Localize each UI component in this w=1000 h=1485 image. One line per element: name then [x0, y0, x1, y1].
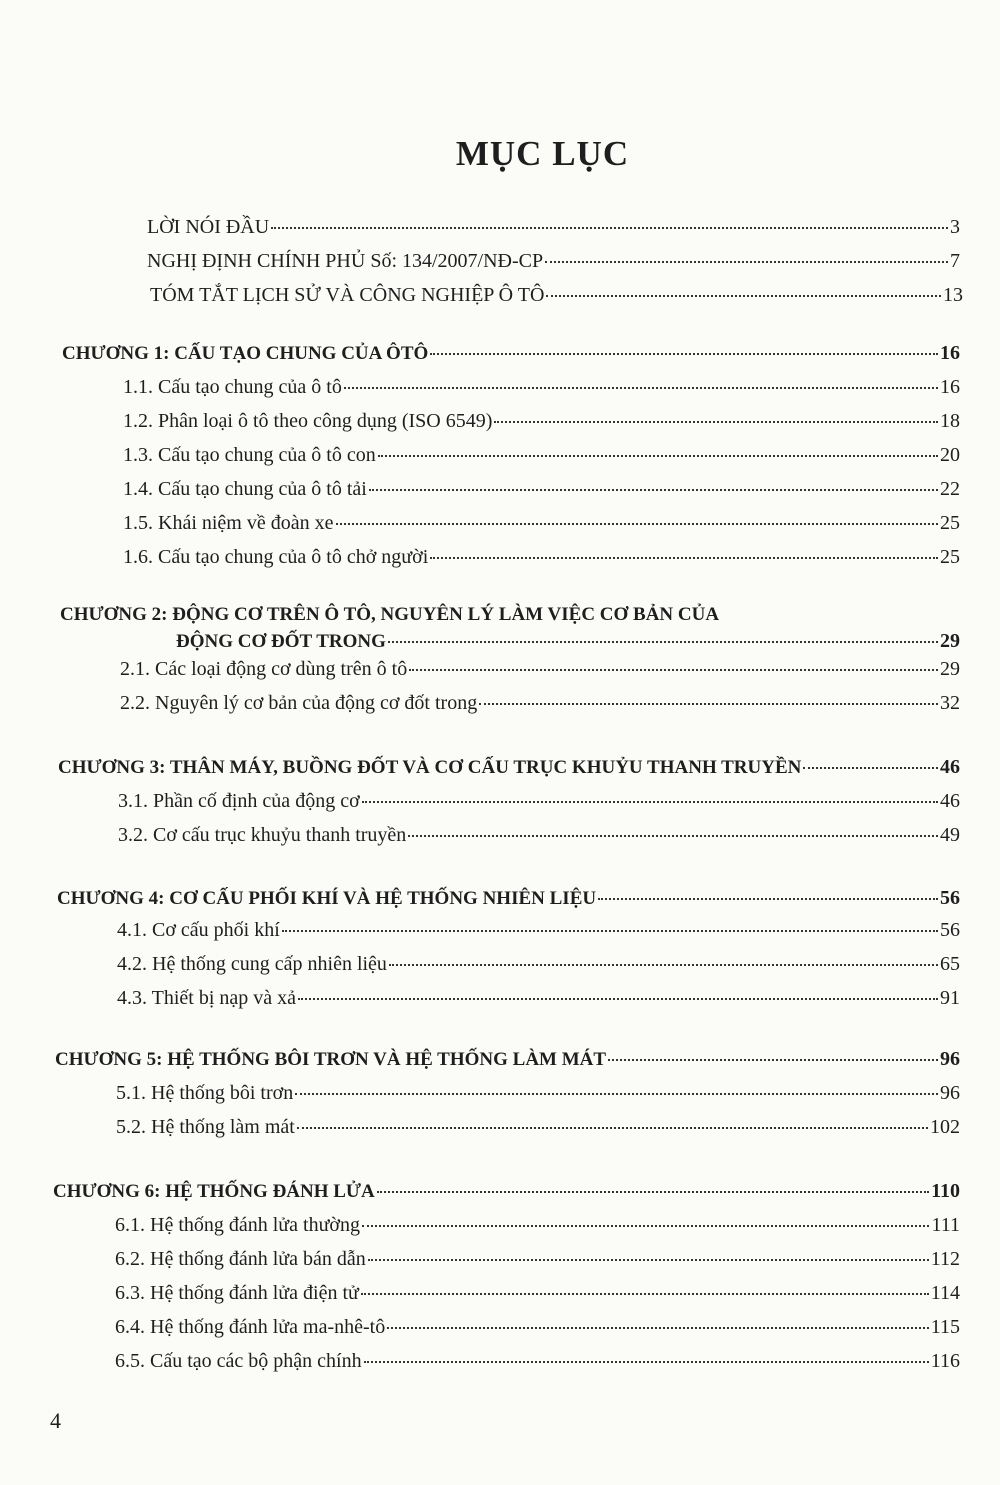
toc-entry-label: NGHỊ ĐỊNH CHÍNH PHỦ Số: 134/2007/NĐ-CP	[147, 250, 544, 272]
toc-section-page: 114	[930, 1282, 960, 1304]
toc-section-page: 112	[930, 1248, 960, 1270]
toc-section-1-1[interactable]	[123, 374, 960, 400]
toc-section-page: 111	[931, 1214, 960, 1236]
toc-section-page: 116	[930, 1350, 960, 1372]
toc-section-page: 102	[930, 1116, 960, 1138]
toc-chapter-title: CHƯƠNG 5: HỆ THỐNG BÔI TRƠN VÀ HỆ THỐNG LÀM MÁT	[55, 1049, 607, 1070]
toc-section-6-4[interactable]	[115, 1314, 960, 1340]
dot-leader	[295, 1087, 938, 1095]
toc-section-label: 5.2. Hệ thống làm mát	[116, 1116, 295, 1138]
dot-leader	[362, 795, 938, 803]
toc-section-page: 115	[930, 1316, 960, 1338]
toc-section-label: 1.3. Cấu tạo chung của ô tô con	[123, 444, 376, 466]
toc-chapter-page: 46	[940, 756, 960, 778]
toc-section-4-1[interactable]	[117, 917, 960, 943]
toc-section-6-1[interactable]	[115, 1212, 960, 1238]
toc-section-4-2[interactable]	[117, 951, 960, 977]
dot-leader	[803, 761, 938, 769]
toc-section-5-2[interactable]	[116, 1114, 960, 1140]
toc-chapter-title: CHƯƠNG 6: HỆ THỐNG ĐÁNH LỬA	[53, 1181, 375, 1202]
toc-entry-decree[interactable]	[147, 248, 960, 274]
toc-entry-history[interactable]	[150, 282, 963, 308]
toc-section-label: 3.2. Cơ cấu trục khuỷu thanh truyền	[118, 824, 407, 846]
toc-section-4-3[interactable]	[117, 985, 960, 1011]
toc-section-label: 3.1. Phần cố định của động cơ	[118, 790, 360, 812]
toc-section-page: 20	[940, 444, 960, 466]
dot-leader	[361, 1287, 929, 1295]
dot-leader	[608, 1053, 938, 1061]
toc-section-page: 32	[940, 692, 960, 714]
toc-section-1-3[interactable]	[123, 442, 960, 468]
toc-entry-page: 7	[950, 250, 960, 272]
toc-section-page: 18	[940, 410, 960, 432]
page-title: MỤC LỤC	[455, 134, 630, 173]
toc-section-2-1[interactable]	[120, 656, 960, 682]
toc-section-label: 6.2. Hệ thống đánh lửa bán dẫn	[115, 1248, 366, 1270]
toc-section-page: 91	[940, 987, 960, 1009]
toc-chapter-title: ĐỘNG CƠ ĐỐT TRONG	[176, 631, 386, 652]
toc-section-label: 6.4. Hệ thống đánh lửa ma-nhê-tô	[115, 1316, 386, 1338]
dot-leader	[298, 992, 938, 1000]
toc-section-2-2[interactable]	[120, 690, 960, 716]
toc-chapter-6[interactable]	[53, 1178, 960, 1205]
toc-section-1-6[interactable]	[123, 544, 960, 570]
toc-section-6-2[interactable]	[115, 1246, 960, 1272]
dot-leader	[336, 517, 939, 525]
toc-section-label: 2.1. Các loại động cơ dùng trên ô tô	[120, 658, 408, 680]
toc-section-page: 25	[940, 512, 960, 534]
toc-section-label: 1.6. Cấu tạo chung của ô tô chở người	[123, 546, 429, 568]
dot-leader	[389, 958, 938, 966]
toc-chapter-title: CHƯƠNG 3: THÂN MÁY, BUỒNG ĐỐT VÀ CƠ CẤU TRỤC KHUỶU THANH TRUYỀN	[58, 757, 802, 778]
dot-leader	[282, 924, 938, 932]
toc-section-5-1[interactable]	[116, 1080, 960, 1106]
dot-leader	[408, 829, 938, 837]
toc-entry-page: 13	[943, 284, 963, 306]
toc-chapter-title: CHƯƠNG 1: CẤU TẠO CHUNG CỦA ÔTÔ	[62, 343, 429, 364]
toc-entry-label: LỜI NÓI ĐẦU	[147, 216, 270, 238]
toc-section-label: 4.2. Hệ thống cung cấp nhiên liệu	[117, 953, 387, 975]
dot-leader	[364, 1355, 929, 1363]
dot-leader	[368, 1253, 929, 1261]
toc-chapter-2-title-line1[interactable]: CHƯƠNG 2: ĐỘNG CƠ TRÊN Ô TÔ, NGUYÊN LÝ LÀM VIỆC CƠ BẢN CỦA	[60, 604, 720, 625]
dot-leader	[545, 255, 948, 263]
toc-chapter-page: 96	[940, 1048, 960, 1070]
toc-section-label: 6.1. Hệ thống đánh lửa thường	[115, 1214, 360, 1236]
toc-section-page: 25	[940, 546, 960, 568]
dot-leader	[344, 381, 938, 389]
toc-chapter-5[interactable]	[55, 1046, 960, 1073]
toc-section-page: 56	[940, 919, 960, 941]
toc-chapter-page: 56	[940, 887, 960, 909]
dot-leader	[271, 221, 948, 229]
toc-section-page: 49	[940, 824, 960, 846]
toc-section-page: 22	[940, 478, 960, 500]
toc-entry-label: TÓM TẮT LỊCH SỬ VÀ CÔNG NGHIỆP Ô TÔ	[150, 284, 545, 306]
toc-chapter-3[interactable]	[58, 754, 960, 781]
toc-section-page: 16	[940, 376, 960, 398]
toc-chapter-page: 16	[940, 342, 960, 364]
toc-chapter-4[interactable]	[57, 885, 960, 912]
dot-leader	[388, 635, 938, 643]
toc-section-6-5[interactable]	[115, 1348, 960, 1374]
dot-leader	[494, 415, 938, 423]
dot-leader	[430, 347, 938, 355]
toc-section-3-1[interactable]	[118, 788, 960, 814]
toc-section-6-3[interactable]	[115, 1280, 960, 1306]
dot-leader	[362, 1219, 929, 1227]
dot-leader	[377, 1185, 929, 1193]
dot-leader	[479, 697, 938, 705]
toc-section-label: 6.3. Hệ thống đánh lửa điện tử	[115, 1282, 359, 1304]
toc-section-label: 6.5. Cấu tạo các bộ phận chính	[115, 1350, 362, 1372]
toc-section-1-2[interactable]	[123, 408, 960, 434]
toc-section-1-5[interactable]	[123, 510, 960, 536]
dot-leader	[297, 1121, 928, 1129]
dot-leader	[409, 663, 938, 671]
toc-section-label: 1.4. Cấu tạo chung của ô tô tải	[123, 478, 367, 500]
dot-leader	[369, 483, 938, 491]
dot-leader	[387, 1321, 929, 1329]
toc-chapter-2[interactable]	[176, 628, 960, 655]
toc-chapter-title: CHƯƠNG 4: CƠ CẤU PHỐI KHÍ VÀ HỆ THỐNG NHIÊN LIỆU	[57, 888, 597, 909]
toc-entry-page: 3	[950, 216, 960, 238]
dot-leader	[598, 892, 938, 900]
toc-section-page: 65	[940, 953, 960, 975]
toc-section-page: 46	[940, 790, 960, 812]
toc-section-page: 29	[940, 658, 960, 680]
toc-section-3-2[interactable]	[118, 822, 960, 848]
toc-section-label: 4.1. Cơ cấu phối khí	[117, 919, 280, 941]
toc-entry-preface[interactable]	[147, 214, 960, 240]
toc-section-label: 2.2. Nguyên lý cơ bản của động cơ đốt trong	[120, 692, 478, 714]
toc-section-label: 5.1. Hệ thống bôi trơn	[116, 1082, 294, 1104]
toc-section-label: 4.3. Thiết bị nạp và xả	[117, 987, 297, 1009]
dot-leader	[546, 289, 941, 297]
toc-chapter-page: 29	[940, 630, 960, 652]
dot-leader	[378, 449, 938, 457]
page-number: 4	[50, 1408, 61, 1433]
toc-section-1-4[interactable]	[123, 476, 960, 502]
toc-section-label: 1.1. Cấu tạo chung của ô tô	[123, 376, 342, 398]
toc-section-label: 1.5. Khái niệm về đoàn xe	[123, 512, 334, 534]
toc-section-label: 1.2. Phân loại ô tô theo công dụng (ISO 6549)	[123, 410, 493, 432]
toc-section-page: 96	[940, 1082, 960, 1104]
toc-chapter-1[interactable]	[62, 340, 960, 367]
toc-chapter-page: 110	[931, 1180, 960, 1202]
dot-leader	[430, 551, 938, 559]
